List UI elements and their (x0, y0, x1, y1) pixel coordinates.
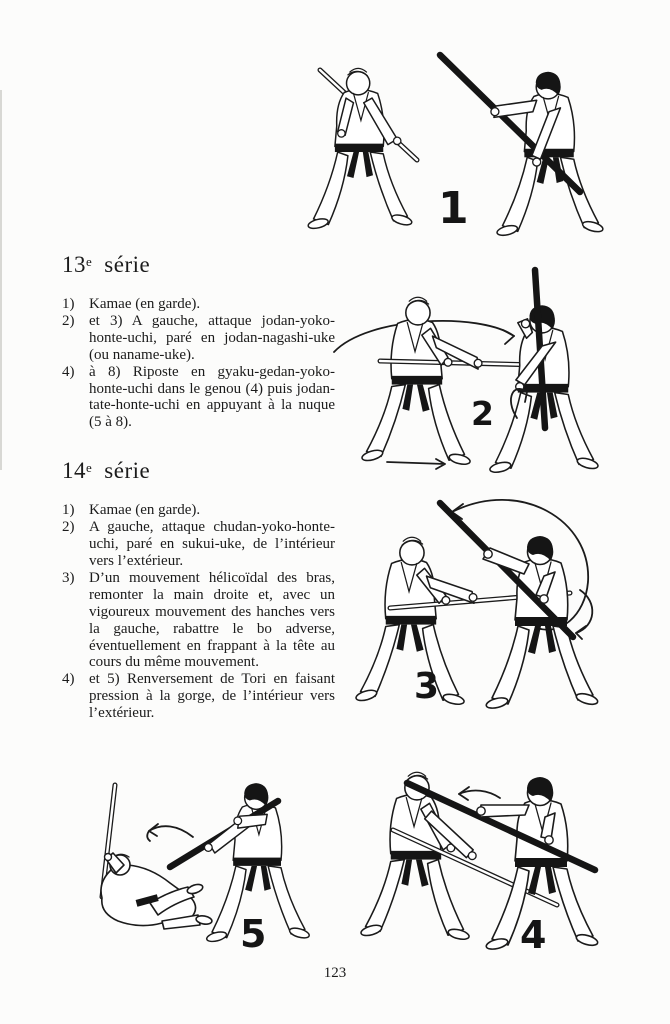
list-item-text: D’un mouvement hélicoïdal des bras, remonter la main droite et, avec un vigoureux mouvement des hanches vers la gauche, rabattre le bo adverse, éventuellement en frappant à la tête au cours du même mouvement. (89, 569, 335, 671)
list-item-number: 2) (62, 312, 75, 329)
list-item-number: 4) (62, 671, 75, 688)
karateka-uke (361, 297, 471, 466)
figure-2-illustration (330, 268, 670, 482)
text-column (62, 252, 335, 722)
list-item-number: 1) (62, 502, 75, 519)
list-item (62, 570, 335, 671)
list-item-text: Kamae (en garde). (89, 296, 201, 312)
figure-label: 2 (471, 394, 494, 433)
figure-label: 1 (438, 183, 469, 234)
karateka-uke (355, 537, 465, 706)
motion-arrow (459, 791, 500, 798)
list-item-text: à 8) Riposte en gyaku-gedan-yoko-honte-uchi dans le genou (4) puis jodan-tate-honte-uchi en appuyant à la nuque (5 à 8). (89, 363, 335, 431)
list-item-number: 3) (62, 569, 75, 586)
figure-1-illustration (280, 24, 665, 249)
list-item (62, 519, 335, 570)
karateka-uke-back-view (307, 68, 413, 230)
figure-3-illustration (330, 490, 670, 732)
karateka-fallen (101, 853, 213, 929)
list-item (62, 671, 335, 722)
section-14-heading (62, 458, 335, 484)
series-ordinal: e (86, 254, 92, 269)
list-item-number: 2) (62, 519, 75, 536)
list-item (62, 313, 335, 364)
list-item (62, 502, 335, 519)
list-item (62, 364, 335, 432)
section-13-heading (62, 252, 335, 278)
karateka-tori (496, 72, 604, 237)
list-item-number: 1) (62, 296, 75, 312)
list-item (62, 296, 335, 313)
series-ordinal: e (86, 460, 92, 476)
figure-5-illustration (50, 753, 350, 967)
page-number: 123 (323, 965, 347, 981)
scan-gutter-artifact (0, 90, 2, 470)
figure-label: 4 (520, 913, 547, 957)
list-item-text: A gauche, attaque chudan-yoko-honte-uchi, paré en sukui-uke, de l’intérieur vers l’extérieur. (89, 519, 335, 569)
list-item-number: 4) (62, 363, 75, 380)
series-number: 14 (62, 458, 86, 484)
step-arrow (387, 459, 445, 469)
list-item-text: et 3) A gauche, attaque jodan-yoko-honte-uchi, paré en jodan-nagashi-uke (ou naname-uke). (89, 312, 335, 363)
list-item-text: Kamae (en garde). (89, 502, 201, 519)
list-item-text: et 5) Renversement de Tori en faisant pression à la gorge, de l’intérieur vers l’extérieur. (89, 671, 335, 722)
series-word: série (104, 252, 151, 277)
figure-label: 5 (240, 912, 267, 956)
figure-4-illustration (345, 738, 670, 970)
figure-label: 3 (414, 666, 440, 707)
series-number: 13 (62, 252, 86, 277)
series-word: série (104, 458, 151, 484)
